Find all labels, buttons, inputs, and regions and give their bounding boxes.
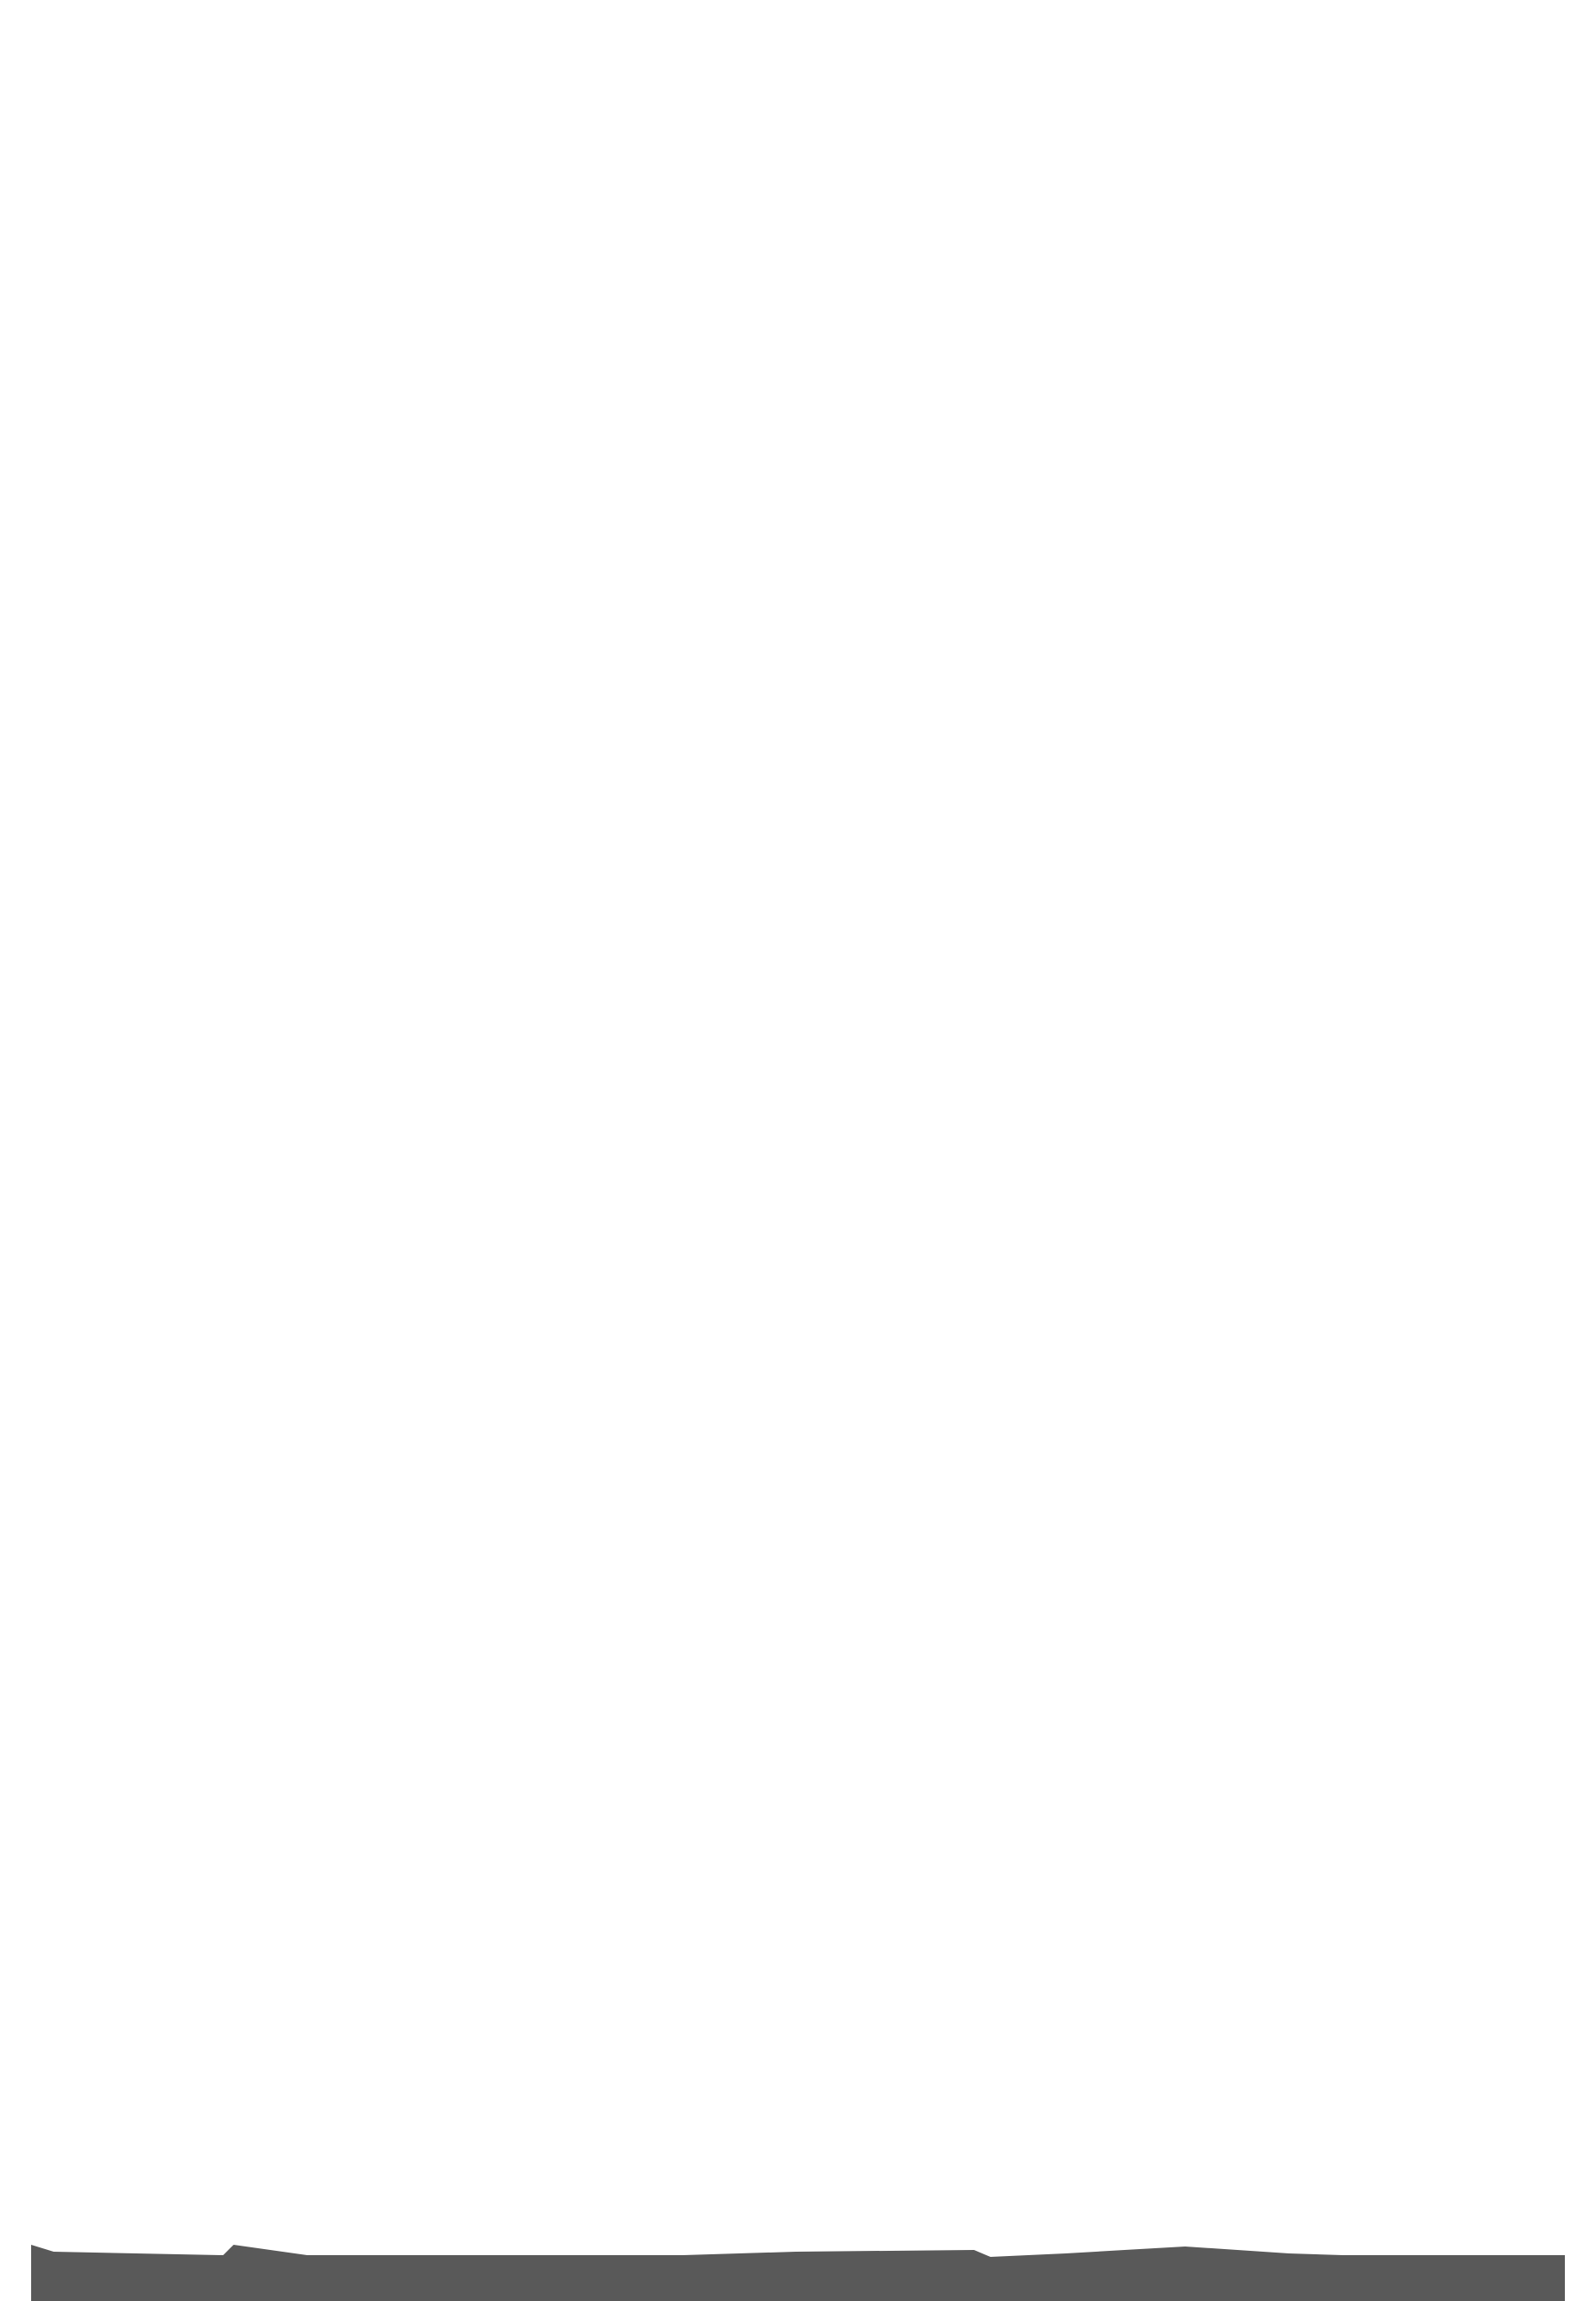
page-body bbox=[208, 192, 1439, 218]
footer-torn-band bbox=[0, 2245, 1596, 2301]
